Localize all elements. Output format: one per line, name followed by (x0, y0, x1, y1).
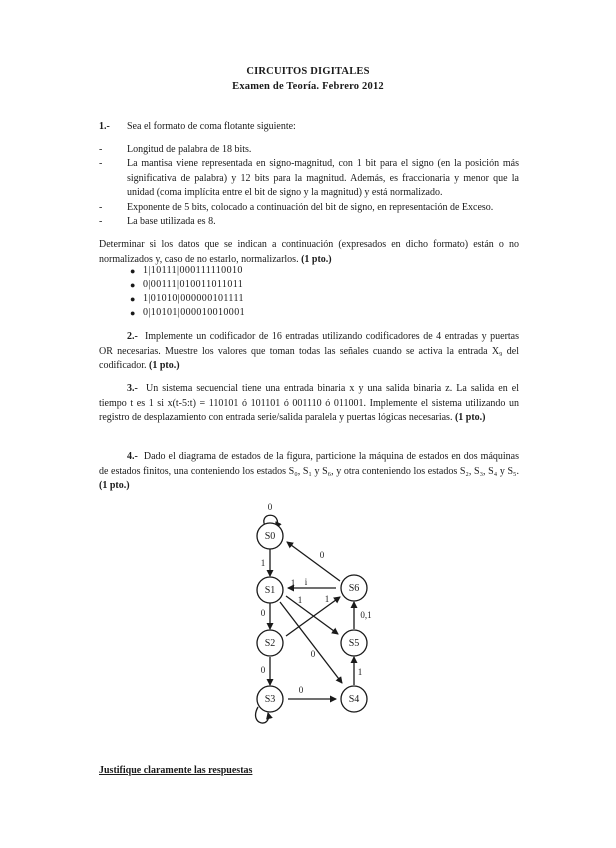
edge-s6-s0 (287, 542, 340, 581)
q3-paragraph (99, 382, 519, 426)
q1-points: (1 pto.) (301, 253, 332, 265)
edge-label: 1 (357, 667, 363, 677)
state-diagram (230, 495, 390, 740)
q1-data-3: 1|01010|000000101111 (143, 293, 244, 304)
q4-number: 4.- (127, 451, 138, 462)
edge-label: 0 (319, 550, 325, 560)
bullet-icon: ● (130, 280, 136, 290)
q1-dash: - (99, 202, 103, 213)
q2-points: (1 pto.) (148, 360, 180, 371)
q1-task (99, 238, 519, 267)
q3-number: 3.- (127, 383, 138, 394)
edge-label: 1 (324, 594, 330, 604)
edge-label: 0 (260, 665, 266, 675)
edge-s1-s5 (286, 596, 338, 634)
q3-points: (1 pto.) (454, 412, 486, 423)
edge-label: i (304, 577, 308, 587)
bullet-icon: ● (130, 266, 136, 276)
q4-paragraph (99, 450, 519, 494)
bullet-icon: ● (130, 294, 136, 304)
exam-title: CIRCUITOS DIGITALES (246, 66, 370, 77)
edge-label: 1 (260, 558, 266, 568)
q4-points: (1 pto.) (99, 480, 130, 491)
edge-label: 0 (260, 608, 266, 618)
q2-paragraph (99, 330, 519, 374)
q1-item-3: Exponente de 5 bits, colocado a continuación del bit de signo, en representación de Exceso. (127, 202, 494, 213)
state-label: S1 (264, 585, 276, 596)
q1-dash: - (99, 144, 103, 155)
q1-number: 1.- (99, 121, 110, 132)
edge-label: 0 (267, 502, 273, 512)
state-label: S5 (348, 638, 360, 649)
q1-item-1: Longitud de palabra de 18 bits. (127, 144, 252, 155)
edge-label: 0 (298, 685, 304, 695)
q1-dash: - (99, 158, 103, 169)
q2-text: Implemente un codificador de 16 entradas utilizando codificadores de 4 entradas y puertas OR necesarias. Muestre los valores que toman todas las señales cuando se activa la entrada X₉ del codificador. (99, 331, 520, 371)
state-label: S3 (264, 694, 276, 705)
exam-subtitle: Examen de Teoría. Febrero 2012 (232, 81, 384, 92)
state-label: S6 (348, 583, 360, 594)
q3-text: Un sistema secuencial tiene una entrada binaria x y una salida binaria z. La salida en el tiempo t es 1 si x(t-5:t) = 110101 ó 101101 ó 001110 ó 011001. Implemente el sistema utilizando un registro de desplazamiento con entrada serie/salida paralela y puertas lógicas necesarias. (99, 383, 519, 423)
instructions-footer: Justifique claramente las respuestas (99, 765, 253, 776)
state-label: S2 (264, 638, 276, 649)
edge-label: 0,1 (360, 610, 372, 620)
q1-intro: Sea el formato de coma flotante siguiente: (127, 121, 296, 132)
q2-number: 2.- (127, 331, 138, 342)
state-label: S0 (264, 531, 276, 542)
edge-label: 1 (290, 578, 296, 588)
edge-label: 1 (297, 595, 303, 605)
bullet-icon: ● (130, 308, 136, 318)
q1-task-text: Determinar si los datos que se indican a continuación (expresados en dicho formato) están o no normalizados y, caso de no estarlo, normalizarlos. (99, 239, 519, 265)
q1-item-4: La base utilizada es 8. (127, 216, 216, 227)
state-label: S4 (348, 694, 360, 705)
edge-label: 0 (310, 649, 316, 659)
q1-data-1: 1|10111|000111110010 (143, 265, 243, 276)
q1-data-2: 0|00111|010011011011 (143, 279, 244, 290)
q4-text: Dado el diagrama de estados de la figura, particione la máquina de estados en dos máquinas de estados finitos, una conteniendo los estados S₀, S₁ y S₆, y otra conteniendo los estados S₂, S₃, S₄ y S₅. (99, 451, 519, 477)
q1-item-2: La mantisa viene representada en signo-magnitud, con 1 bit para el signo (en la posición más significativa de palabra) y 12 bits para la magnitud. Además, es fraccionaria y menor que la unidad (coma implícita entre el bit de signo y la magnitud) y está normalizado. (127, 158, 519, 198)
q1-dash: - (99, 216, 103, 227)
q1-data-4: 0|10101|000010010001 (143, 307, 246, 318)
